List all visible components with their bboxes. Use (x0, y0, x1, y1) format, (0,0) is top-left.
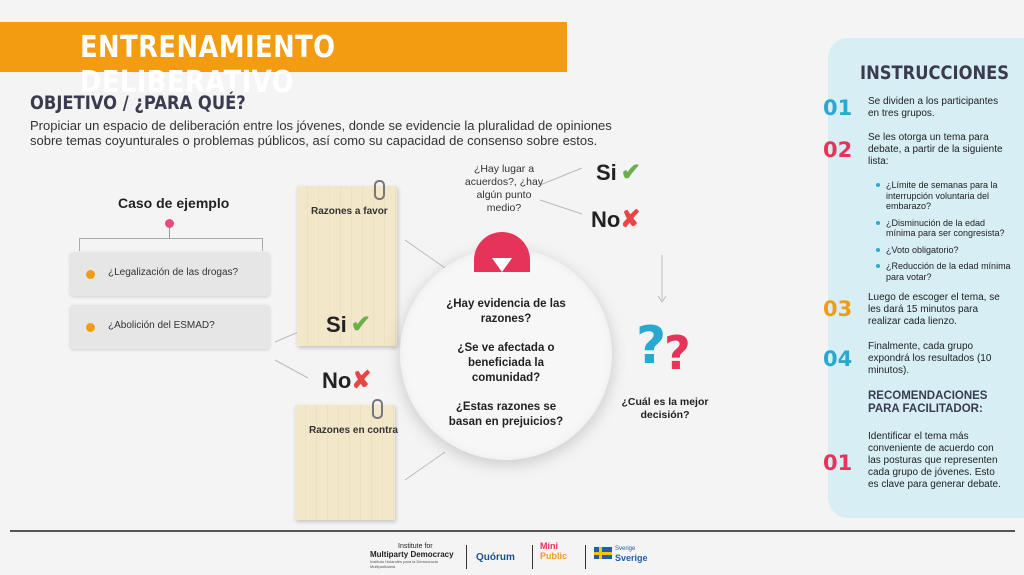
question-marks-icon: ? ? (636, 316, 691, 380)
yes-label: Si (596, 160, 617, 185)
decision-question: ¿Cuál es la mejor decisión? (621, 396, 709, 421)
paperclip-icon (372, 399, 383, 419)
logo-nimd-main: Multiparty Democracy (370, 550, 454, 559)
topic-item: ¿Reducción de la edad mínima para votar? (876, 261, 1011, 282)
instructions-heading: INSTRUCCIONES (860, 62, 1010, 84)
quorum-logo (476, 547, 515, 565)
no-label: No (322, 368, 352, 393)
step-number: 02 (823, 138, 853, 162)
logo-mini-text: Mini (540, 541, 558, 551)
topic-item: ¿Disminución de la edad mínima para ser congresista? (876, 218, 1011, 239)
recommendations-heading: RECOMENDACIONES PARA FACILITADOR: (868, 390, 988, 415)
topic-item: ¿Voto obligatorio? (876, 245, 1011, 256)
yes-label: Si (326, 312, 347, 337)
logo-sverige-small: Sverige (615, 546, 636, 552)
logo-separator (585, 545, 586, 569)
case-label: ¿Legalización de las drogas? (108, 267, 239, 278)
no-label: No (591, 207, 621, 232)
step-text: Se dividen a los participantes en tres grupos. (868, 96, 999, 119)
topic-list (876, 180, 1011, 288)
yes-marker-right (596, 158, 641, 187)
check-icon: ✔ (350, 311, 371, 338)
minipublic-logo (540, 541, 567, 561)
sverige-logo (615, 545, 648, 563)
center-question: ¿Se ve afectada o beneficiada la comunidad? (457, 342, 555, 384)
step-number: 01 (823, 96, 853, 120)
cross-icon: ✘ (351, 367, 372, 394)
step-text: Luego de escoger el tema, se les dará 15 minutos para realizar cada lienzo. (868, 292, 1000, 327)
note-favor-label: Razones a favor (311, 206, 388, 217)
no-marker-left (322, 366, 371, 395)
objective-line-2: sobre temas coyunturales o problemas públicos, así como su capacidad de consenso sobre estos. (30, 133, 598, 148)
paperclip-icon (374, 180, 385, 200)
logo-separator (532, 545, 533, 569)
note-contra (295, 405, 398, 520)
objective-heading: OBJETIVO / ¿PARA QUÉ? (30, 92, 246, 114)
nimd-logo (370, 543, 462, 569)
step-number: 03 (823, 297, 853, 321)
recommendation-text: Identificar el tema más conveniente de acuerdo con las posturas que representen cada grupo de jóvenes. Esto es clave para generar debate. (868, 431, 1001, 490)
step-text: Finalmente, cada grupo expondrá los resultados (10 minutos). (868, 341, 992, 376)
logo-quorum-text: Quórum (476, 552, 515, 563)
page-title: ENTRENAMIENTO DELIBERATIVO (80, 30, 336, 100)
step-text: Se les otorga un tema para debate, a partir de la siguiente lista: (868, 132, 1003, 167)
logo-nimd-top: Institute for (398, 543, 433, 550)
triangle-pointer-icon (492, 258, 512, 272)
note-contra-label: Razones en contra (309, 425, 398, 436)
step-number: 04 (823, 347, 853, 371)
agreement-question: ¿Hay lugar a acuerdos?, ¿hay algún punto medio? (464, 163, 544, 214)
logo-public-text: Public (540, 551, 568, 561)
topic-item: ¿Límite de semanas para la interrupción voluntaria del embarazo? (876, 180, 1011, 212)
center-question: ¿Hay evidencia de las razones? (446, 298, 566, 325)
example-heading: Caso de ejemplo (118, 195, 230, 211)
footer-divider (10, 530, 1015, 532)
step-number: 01 (823, 451, 853, 475)
no-marker-right (591, 205, 640, 234)
cross-icon: ✘ (620, 206, 641, 233)
yes-marker-left (326, 310, 371, 339)
objective-line-1: Propiciar un espacio de deliberación entre los jóvenes, donde se evidencie la pluralidad de opiniones (30, 118, 612, 133)
center-question: ¿Estas razones se basan en prejuicios? (448, 401, 564, 428)
logo-nimd-sub: Instituto Holandés para la Democracia Multipartidaria (370, 559, 438, 569)
case-label: ¿Abolición del ESMAD? (108, 320, 215, 331)
logo-sverige-text: Sverige (615, 553, 648, 563)
sweden-flag-icon (594, 547, 612, 559)
check-icon: ✔ (620, 159, 641, 186)
logo-separator (466, 545, 467, 569)
